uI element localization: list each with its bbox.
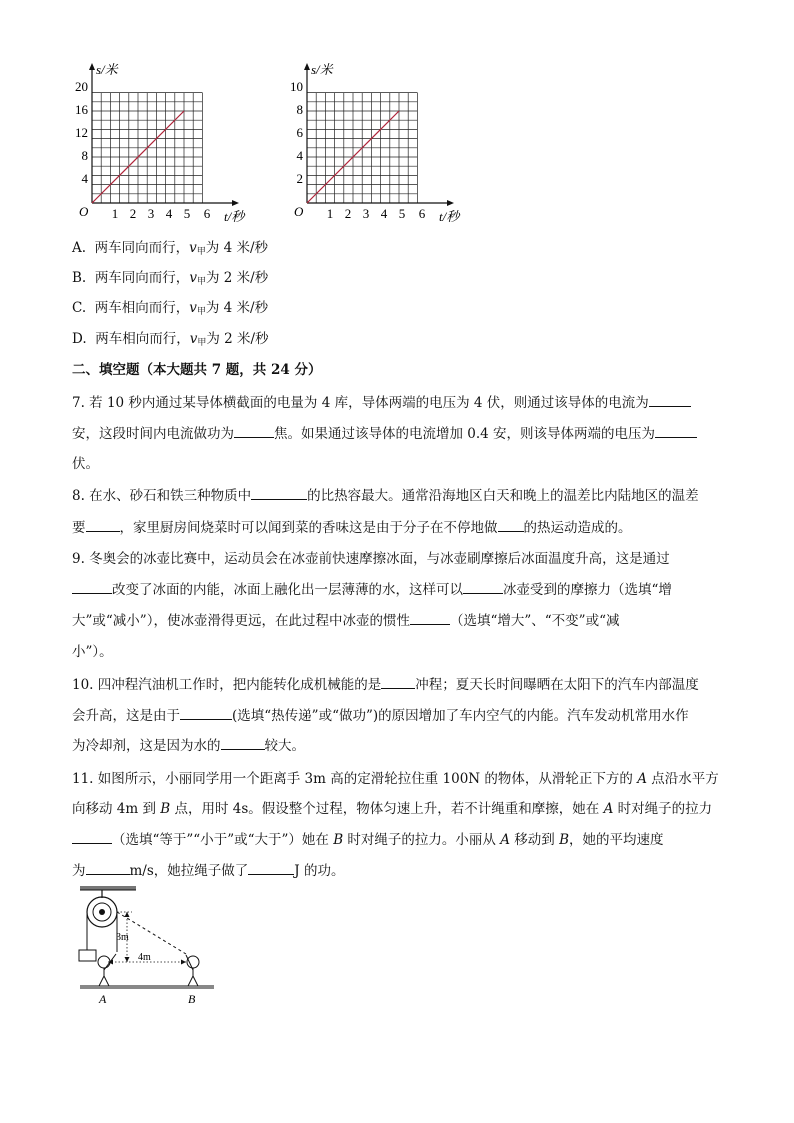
q11-text: （选填“等于”“小于”或“大于”）她在	[112, 832, 334, 848]
q10-line-3	[72, 734, 305, 754]
q11-blank-2[interactable]	[86, 860, 130, 875]
chart-b-y-arrow	[304, 63, 310, 70]
q8-line-1	[72, 484, 699, 504]
chart-b-x-arrow	[447, 200, 454, 206]
q9-text: 冰壶受到的摩擦力（选填“增	[503, 582, 672, 598]
chart-a-xtick: 3	[147, 206, 155, 221]
q9-blank-3[interactable]	[410, 610, 450, 625]
q9-blank-1[interactable]	[72, 579, 112, 594]
q7-text: 焦。如果通过该导体的电流增加 0.4 安，则该导体两端的电压为	[274, 426, 656, 442]
chart-b-xtick: 1	[326, 206, 334, 221]
q11-text: 时对绳子的拉力	[613, 801, 713, 817]
chart-b-xtick: 2	[344, 206, 352, 221]
label-a: A	[99, 992, 107, 1006]
chart-b-ytick: 2	[296, 171, 303, 186]
q10-blank-2[interactable]	[180, 705, 232, 720]
q8-text: 的比热容最大。通常沿海地区白天和晚上的温差比内陆地区的温差	[307, 488, 699, 504]
q11-var: B	[559, 832, 569, 848]
chart-b-xtick: 6	[418, 206, 426, 221]
chart-b-origin: O	[294, 204, 304, 219]
chart-b-ylabel: s/米	[311, 62, 333, 77]
q11-text: ，她的平均速度	[568, 832, 664, 848]
chart-a-xticks	[112, 206, 211, 221]
chart-b-xtick: 3	[362, 206, 370, 221]
option-text-pre: 两车同向而行，	[94, 240, 190, 256]
q11-text: 移动到	[509, 832, 560, 848]
chart-b-ytick: 8	[296, 102, 303, 117]
chart-a-origin: O	[79, 204, 89, 219]
q7-blank-1[interactable]	[649, 392, 691, 407]
option-letter: D.	[72, 331, 87, 347]
q10-text: 10. 四冲程汽油机工作时，把内能转化成机械能的是	[72, 677, 382, 693]
option-v: v	[189, 240, 197, 256]
option-letter: B.	[72, 270, 87, 286]
option-v: v	[189, 331, 198, 347]
q8-blank-1[interactable]	[251, 485, 307, 500]
q7-text: 安，这段时间内电流做功为	[72, 426, 234, 442]
label-b: B	[188, 992, 196, 1006]
q8-blank-3[interactable]	[498, 517, 524, 532]
pulley-axle	[99, 909, 105, 915]
q9-line-4	[72, 640, 113, 660]
chart-a-xtick: 1	[111, 206, 119, 221]
person-a-icon	[98, 954, 116, 986]
chart-a-xtick: 6	[203, 206, 211, 221]
chart-b-xtick: 4	[380, 206, 388, 221]
q11-text: 时对绳子的拉力。小丽从	[343, 832, 501, 848]
chart-a-xlabel: t/秒	[224, 209, 245, 224]
q9-line-3	[72, 609, 619, 629]
q11-text: 点沿水平方	[646, 771, 719, 787]
q11-text: J 的功。	[294, 863, 345, 879]
q11-text: 11. 如图所示，小丽同学用一个距离手 3m 高的定滑轮拉住重 100N 的物体，从滑轮正下方的	[72, 771, 638, 787]
chart-b-ytick: 4	[296, 148, 303, 163]
chart-a-xtick: 4	[165, 206, 173, 221]
q11-blank-1[interactable]	[72, 829, 112, 844]
q7-blank-2[interactable]	[234, 423, 274, 438]
q9-line-1	[72, 547, 670, 567]
q11-line-3	[72, 828, 663, 848]
chart-b	[287, 58, 477, 228]
q11-line-4	[72, 859, 344, 879]
chart-a-ytick: 8	[81, 148, 88, 163]
chart-a-y-arrow	[89, 63, 95, 70]
q11-text: 点，用时 4s。假设整个过程，物体匀速上升，若不计绳重和摩擦，她在	[170, 801, 604, 817]
q7-line-3	[72, 452, 99, 472]
ground-hatch	[80, 986, 214, 989]
option-v: v	[189, 270, 197, 286]
q11-text: 向移动 4m 到	[72, 801, 161, 817]
chart-a	[72, 58, 262, 228]
q7-line-2	[72, 422, 697, 442]
q11-var: A	[637, 771, 647, 787]
option-sub: 甲	[196, 307, 206, 317]
q9-text: 小”）。	[72, 644, 113, 660]
q10-line-2	[72, 704, 689, 724]
q11-var: B	[160, 801, 171, 817]
option-sub: 甲	[196, 277, 206, 287]
chart-b-xtick: 5	[398, 206, 406, 221]
q11-var: A	[603, 801, 614, 817]
option-letter: C.	[72, 300, 87, 316]
q6-option-a[interactable]	[72, 236, 268, 257]
q8-text: ，家里厨房间烧菜时可以闻到菜的香味这是由于分子在不停地做	[119, 520, 498, 536]
chart-a-yticks	[75, 79, 89, 186]
q7-text: 伏。	[72, 456, 99, 472]
chart-b-ytick: 10	[290, 79, 303, 94]
pulley-figure	[72, 884, 222, 1009]
q11-var: A	[500, 832, 510, 848]
chart-b-xlabel: t/秒	[439, 209, 460, 224]
chart-a-ytick: 20	[75, 79, 88, 94]
label-4m: 4m	[138, 952, 151, 963]
section-heading: 二、填空题（本大题共 7 题，共 24 分）	[72, 362, 322, 378]
q8-blank-2[interactable]	[86, 517, 120, 532]
q10-blank-3[interactable]	[221, 735, 265, 750]
option-sub: 甲	[196, 247, 206, 257]
q11-var: B	[333, 832, 344, 848]
chart-b-xticks	[327, 206, 426, 221]
q8-text: 要	[72, 520, 86, 536]
q8-line-2	[72, 516, 632, 536]
q6-option-b[interactable]	[72, 266, 268, 287]
option-text-pre: 两车相向而行，	[94, 300, 190, 316]
option-text-post: 为 2 米/秒	[205, 270, 269, 286]
q10-text: 冲程；夏天长时间曝晒在太阳下的汽车内部温度	[415, 677, 699, 693]
q9-text: 改变了冰面的内能，冰面上融化出一层薄薄的水，这样可以	[112, 582, 463, 598]
arrow-right-icon	[181, 960, 186, 965]
arrow-down-icon	[125, 957, 130, 962]
chart-b-yticks	[290, 79, 304, 186]
q9-text: 大”或“减小”），使冰壶滑得更远，在此过程中冰壶的惯性	[72, 613, 410, 629]
option-letter: A.	[72, 240, 87, 256]
q10-text: 较大。	[264, 738, 305, 754]
q10-text: 为冷却剂，这是因为水的	[72, 738, 221, 754]
option-text-pre: 两车同向而行，	[94, 270, 190, 286]
q7-blank-3[interactable]	[655, 423, 697, 438]
option-text-post: 为 4 米/秒	[205, 240, 269, 256]
ceiling-hatch	[80, 886, 136, 890]
q9-text: 9. 冬奥会的冰壶比赛中，运动员会在冰壶前快速摩擦冰面，与冰壶刷摩擦后冰面温度升高，这是通过	[72, 551, 670, 567]
q7-text: 7. 若 10 秒内通过某导体横截面的电量为 4 库，导体两端的电压为 4 伏，则通过该导体的电流为	[72, 395, 649, 411]
chart-a-ylabel: s/米	[96, 62, 118, 77]
option-text-pre: 两车相向而行，	[95, 331, 190, 347]
q11-line-2	[72, 797, 712, 817]
option-v: v	[189, 300, 197, 316]
q8-text: 的热运动造成的。	[523, 520, 632, 536]
q11-blank-3[interactable]	[248, 860, 294, 875]
q10-blank-1[interactable]	[381, 674, 415, 689]
chart-a-ytick: 16	[75, 102, 88, 117]
q11-text: m/s，她拉绳子做了	[129, 863, 249, 879]
chart-a-xtick: 2	[129, 206, 137, 221]
person-b-icon	[186, 955, 199, 986]
q6-option-c[interactable]	[72, 296, 268, 317]
weight-block	[79, 950, 96, 961]
option-sub: 甲	[197, 338, 207, 348]
q10-text: (选填“热传递”或“做功”)的原因增加了车内空气的内能。汽车发动机常用水作	[232, 708, 689, 724]
q10-line-1	[72, 673, 699, 693]
arrow-up-icon	[125, 912, 130, 917]
chart-a-xtick: 5	[183, 206, 191, 221]
q9-line-2	[72, 578, 672, 598]
option-text-post: 为 2 米/秒	[206, 331, 269, 347]
chart-a-ytick: 4	[81, 171, 88, 186]
chart-b-ytick: 6	[296, 125, 303, 140]
q11-line-1	[72, 767, 719, 787]
q9-text: （选填“增大”、“不变”或“减	[449, 613, 620, 629]
chart-a-ytick: 12	[75, 125, 88, 140]
q10-text: 会升高，这是由于	[72, 708, 180, 724]
label-3m: 3m	[116, 932, 129, 943]
q7-line-1	[72, 391, 691, 411]
q11-text: 为	[72, 863, 86, 879]
chart-a-x-arrow	[232, 200, 239, 206]
q8-text: 8. 在水、砂石和铁三种物质中	[72, 488, 252, 504]
option-text-post: 为 4 米/秒	[205, 300, 269, 316]
q6-option-d[interactable]	[72, 327, 269, 348]
q9-blank-2[interactable]	[463, 579, 503, 594]
